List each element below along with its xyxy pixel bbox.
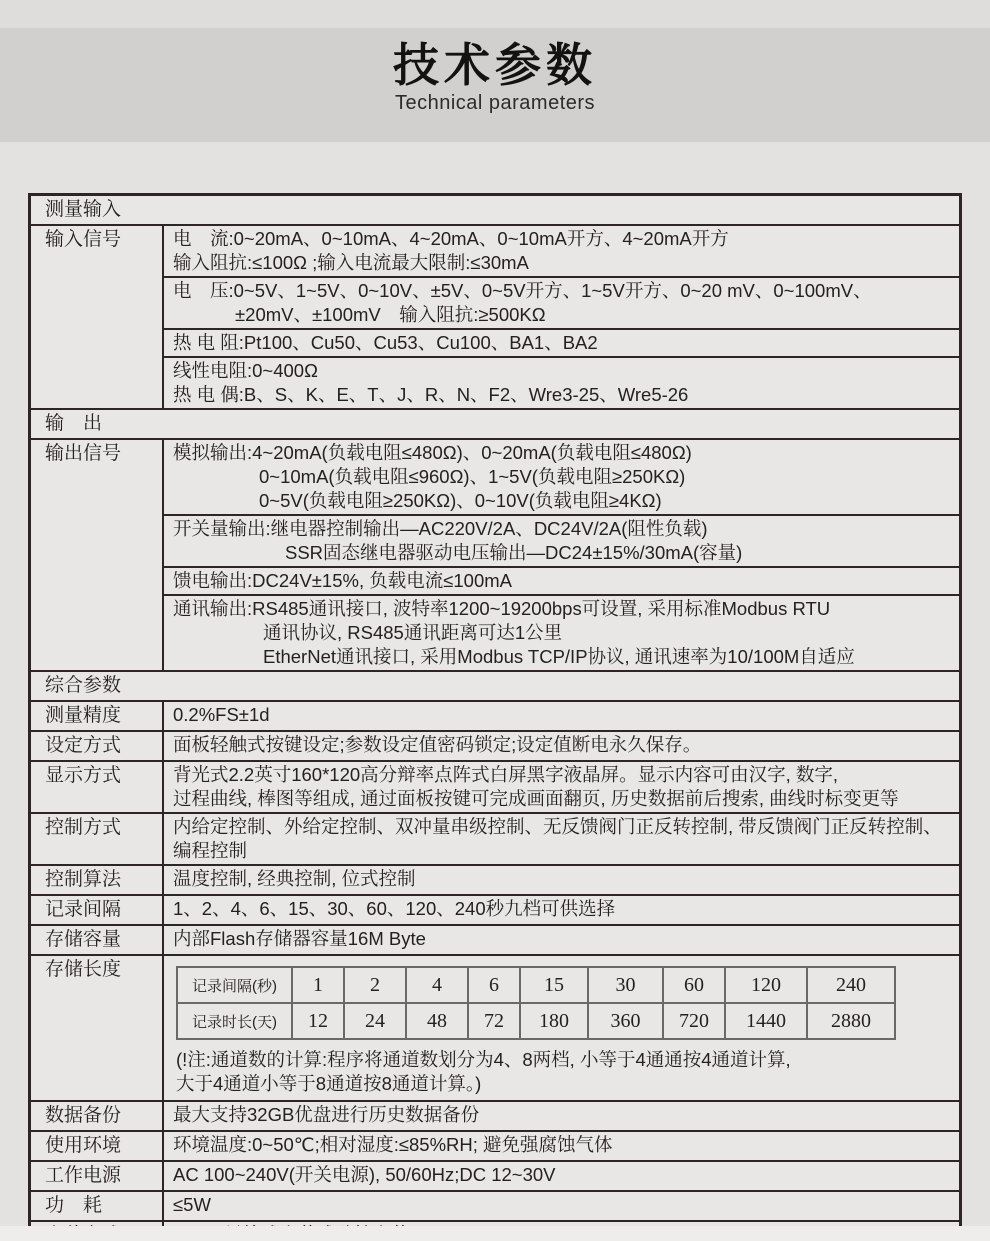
spec-subcell [164,1102,959,1128]
spec-row-label: 存储长度 [31,956,164,1100]
spec-row-value [164,1102,959,1130]
spec-subcell [164,276,959,328]
storage-table-row [177,1003,895,1039]
spec-line: AC 100~240V(开关电源), 50/60Hz;DC 12~30V [173,1164,556,1185]
spec-row [31,864,959,894]
storage-table-cell: 2880 [807,1003,895,1039]
top-strip [0,0,990,28]
spec-row [31,1190,959,1220]
spec-row [31,954,959,1100]
spec-row-label: 输出信号 [31,440,164,670]
spec-subcell [164,440,959,514]
spec-table [28,193,962,1241]
spec-line: 开关量输出:继电器控制输出—AC220V/2A、DC24V/2A(阻性负载) [173,518,708,539]
spec-subcell [164,226,959,276]
spec-line: 内给定控制、外给定控制、双冲量串级控制、无反馈阀门正反转控制, 带反馈阀门正反转控制、 [173,816,942,837]
spec-subcell [164,762,959,812]
spec-row-label: 输入信号 [31,226,164,408]
spec-line: EtherNet通讯接口, 采用Modbus TCP/IP协议, 通讯速率为10/100M自适应 [263,646,855,667]
spec-line: 输入阻抗:≤100Ω ;输入电流最大限制:≤30mA [173,252,529,273]
spec-line: 馈电输出:DC24V±15%, 负载电流≤100mA [173,570,513,591]
spec-row-value [164,702,959,730]
spec-row-value [164,762,959,812]
spec-row [31,1100,959,1130]
spec-subcell [164,514,959,566]
spec-line: 最大支持32GB优盘进行历史数据备份 [173,1104,480,1125]
spec-row-label: 记录间隔 [31,896,164,924]
spec-row-label: 显示方式 [31,762,164,812]
spec-row-value [164,896,959,924]
storage-table-cell: 240 [807,967,895,1003]
section-label: 综合参数 [45,675,122,696]
section-label: 测量输入 [45,199,122,220]
spec-subcell [164,866,959,892]
spec-row-value [164,732,959,760]
spec-subcell [164,732,959,758]
storage-table-cell: 180 [520,1003,588,1039]
storage-table-cell: 60 [663,967,725,1003]
spec-row-label: 控制算法 [31,866,164,894]
spec-row-label: 测量精度 [31,702,164,730]
storage-note-line: 大于4通道小等于8通道按8通道计算。) [176,1073,482,1094]
spec-row-label: 功 耗 [31,1192,164,1220]
spec-line: 电 压:0~5V、1~5V、0~10V、±5V、0~5V开方、1~5V开方、0~20 mV、0~100mV、 [173,280,872,301]
storage-table-cell: 1 [292,967,344,1003]
spec-row [31,1130,959,1160]
spec-subcell [164,896,959,922]
spec-subcell [164,328,959,356]
spec-line: 背光式2.2英寸160*120高分辩率点阵式白屏黑字液晶屏。显示内容可由汉字, 数字, [173,764,839,785]
spec-row [31,894,959,924]
spec-line: 通讯协议, RS485通讯距离可达1公里 [263,622,563,643]
spec-subcell [164,814,959,864]
page-subtitle: Technical parameters [394,91,596,114]
storage-table-row [177,967,895,1003]
spec-row [31,924,959,954]
spec-line: 0.2%FS±1d [173,704,270,725]
spec-subcell [164,1162,959,1188]
spec-row-label: 工作电源 [31,1162,164,1190]
section-label: 输 出 [45,413,103,434]
spec-row [31,224,959,408]
spec-row [31,700,959,730]
spec-row-value [164,814,959,864]
storage-table-cell: 1440 [725,1003,807,1039]
storage-table-cell: 4 [406,967,468,1003]
storage-table-cell: 24 [344,1003,406,1039]
spec-line: 线性电阻:0~400Ω [173,360,318,381]
storage-table-cell: 30 [588,967,663,1003]
spec-row-value [164,926,959,954]
spec-subcell [164,566,959,594]
storage-table-cell: 720 [663,1003,725,1039]
spec-subcell [164,594,959,670]
spec-line: ±20mV、±100mV 输入阻抗:≥500KΩ [235,304,546,325]
spec-row [31,438,959,670]
spec-line: 热 电 阻:Pt100、Cu50、Cu53、Cu100、BA1、BA2 [173,332,598,353]
bottom-strip [0,1226,990,1241]
storage-table-cell: 48 [406,1003,468,1039]
storage-table-cell: 120 [725,967,807,1003]
spec-row-label: 控制方式 [31,814,164,864]
spec-row-label: 存储容量 [31,926,164,954]
storage-table-cell: 360 [588,1003,663,1039]
spec-row-value [164,440,959,670]
spec-line: ≤5W [173,1194,211,1215]
spec-subcell [164,1192,959,1218]
spec-row-label: 设定方式 [31,732,164,760]
spec-line: 电 流:0~20mA、0~10mA、4~20mA、0~10mA开方、4~20mA开方 [173,228,729,249]
storage-table-cell: 6 [468,967,520,1003]
spec-line: 1、2、4、6、15、30、60、120、240秒九档可供选择 [173,898,616,919]
spec-subcell [164,926,959,952]
spec-row [31,196,959,224]
spec-row [31,760,959,812]
spec-row-label: 数据备份 [31,1102,164,1130]
spec-line: 内部Flash存储器容量16M Byte [173,928,426,949]
storage-table-header: 记录间隔(秒) [177,967,292,1003]
spec-line: 通讯输出:RS485通讯接口, 波特率1200~19200bps可设置, 采用标准Modbus RTU [173,598,831,619]
page-title: 技术参数 [393,39,597,91]
spec-line: 环境温度:0~50℃;相对湿度:≤85%RH; 避免强腐蚀气体 [173,1134,613,1155]
spec-row [31,670,959,700]
storage-table [176,966,896,1040]
spec-line: 温度控制, 经典控制, 位式控制 [173,868,416,889]
storage-note [164,1044,959,1100]
spec-row-value [164,866,959,894]
spec-subcell [164,702,959,728]
spec-line: 热 电 偶:B、S、K、E、T、J、R、N、F2、Wre3-25、Wre5-26 [173,384,689,405]
spec-row [31,812,959,864]
spec-row-value [164,1162,959,1190]
storage-table-cell: 72 [468,1003,520,1039]
storage-table-header: 记录时长(天) [177,1003,292,1039]
spec-line: SSR固态继电器驱动电压输出—DC24±15%/30mA(容量) [285,542,743,563]
spec-line: 0~5V(负载电阻≥250KΩ)、0~10V(负载电阻≥4KΩ) [259,490,662,511]
spec-line: 模拟输出:4~20mA(负载电阻≤480Ω)、0~20mA(负载电阻≤480Ω) [173,442,692,463]
spec-subcell [164,356,959,408]
spec-row [31,1160,959,1190]
spec-row [31,408,959,438]
storage-table-cell: 12 [292,1003,344,1039]
spec-line: 0~10mA(负载电阻≤960Ω)、1~5V(负载电阻≥250KΩ) [259,466,686,487]
header [0,28,990,142]
spec-line: 过程曲线, 棒图等组成, 通过面板按键可完成画面翻页, 历史数据前后搜索, 曲线时标变更等 [173,788,899,809]
spec-subcell [164,1132,959,1158]
spec-row-value [164,1192,959,1220]
storage-table-cell: 2 [344,967,406,1003]
spec-line: 编程控制 [173,840,248,861]
spec-row-value [164,1132,959,1160]
spec-row [31,730,959,760]
spec-line: 面板轻触式按键设定;参数设定值密码锁定;设定值断电永久保存。 [173,734,702,755]
storage-note-line: (!注:通道数的计算:程序将通道数划分为4、8两档, 小等于4通通按4通道计算, [176,1049,791,1070]
storage-table-cell: 15 [520,967,588,1003]
spec-row-value [164,956,959,1100]
spec-row-value [164,226,959,408]
spec-row-label: 使用环境 [31,1132,164,1160]
